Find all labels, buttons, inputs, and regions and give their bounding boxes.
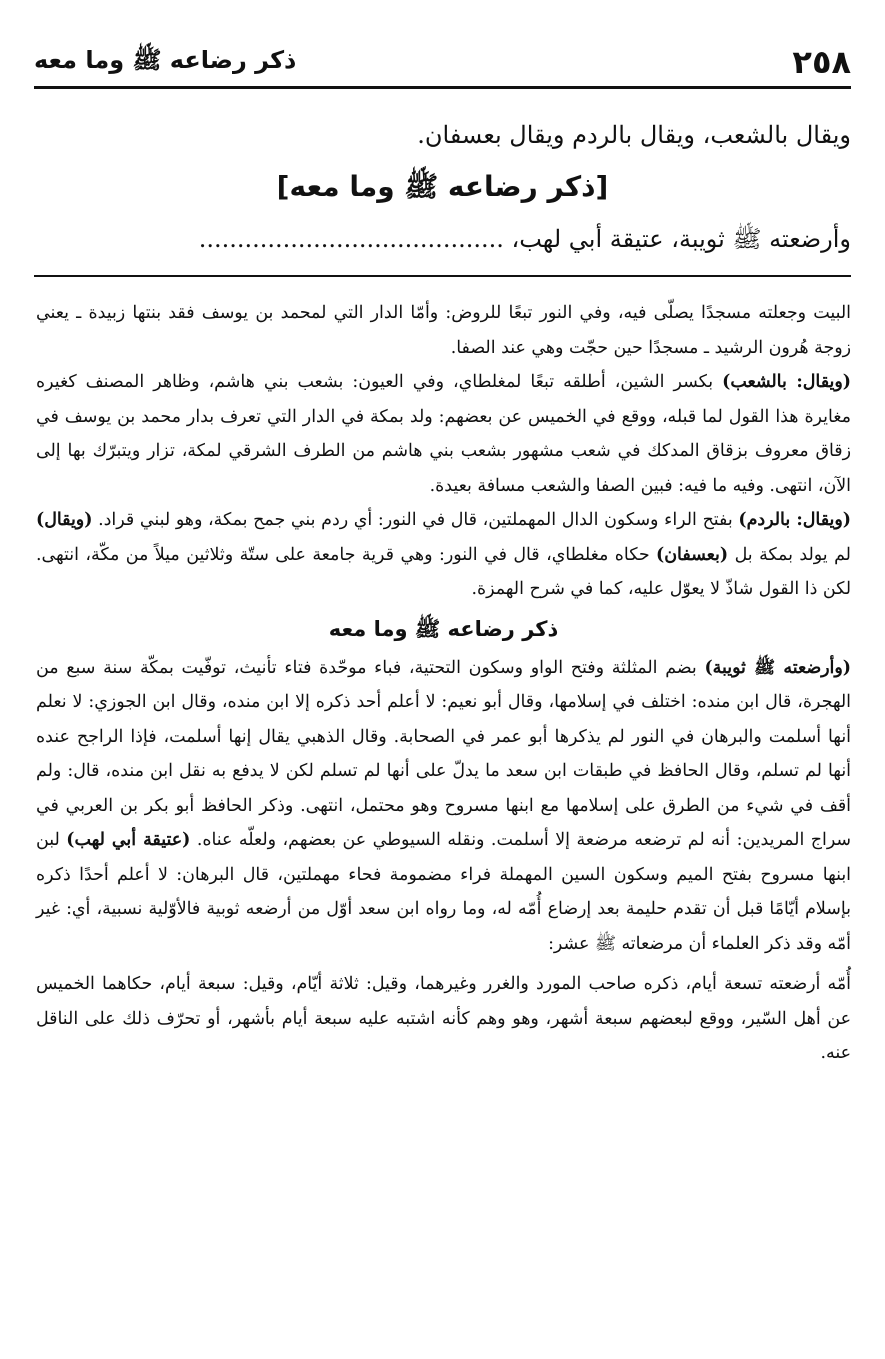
page-number: ٢٥٨ (792, 43, 851, 81)
commentary-text: بكسر الشين، أطلقه تبعًا لمغلطاي، وفي العيون: بشعب بني هاشم، وظاهر المصنف كغيره مغايرة هذا القول لما قبله، ووقع في الخميس عن بعضهم: ولد بمكة في الدار التي تعرف بدار محمد بن يوسف في زقاق معروف بزقاق المدكك في شعب مشهور بشعب بني هاشم من الطرف الشرقي لمكة، تزار ويتبرّك بها إلى الآن، انتهى. وفيه ما فيه: فبين الصفا والشعب مسافة بعيدة. (36, 372, 851, 496)
commentary-paragraph (36, 365, 851, 503)
commentary-paragraph: أُمّه أرضعته تسعة أيام، ذكره صاحب المورد والغرر وغيرهما، وقيل: ثلاثة أيّام، وقيل: سبعة أيام، حكاهما الخميس عن أهل السّير، ووقع لبعضهم سبعة أشهر، وهو وهم كأنه اشتبه عليه سبعة أيام بأشهر، أو تحرّف ذلك على الناقل عنه. (36, 974, 851, 1063)
quoted-lemma: (وأرضعته ﷺ ثويبة) (704, 657, 852, 678)
page-header (34, 38, 851, 89)
quoted-lemma: (ويقال: بالردم) (738, 510, 851, 530)
quoted-lemma: (ويقال) (36, 510, 93, 530)
running-title: ذكر رضاعه ﷺ وما معه (34, 45, 297, 74)
commentary-paragraph: البيت وجعلته مسجدًا يصلّى فيه، وفي النور تبعًا للروض: وأمّا الدار التي لمحمد بن يوسف فقد بنتها زبيدة ـ يعني زوجة هُرون الرشيد ـ مسجدًا حين حجّت وهي عند الصفا. (36, 303, 851, 358)
commentary-paragraph (36, 651, 851, 962)
commentary (36, 296, 851, 1071)
main-section-heading: [ذكر رضاعه ﷺ وما معه] (276, 170, 609, 203)
main-text-line: ويقال بالشعب، ويقال بالردم ويقال بعسفان. (417, 121, 851, 149)
quoted-lemma: (بعسفان) (656, 544, 729, 565)
commentary-section-heading: ذكر رضاعه ﷺ وما معه (328, 616, 559, 641)
commentary-text: لبن ابنها مسروح بفتح الميم وسكون السين المهملة فراء مضمومة فحاء مهملتين، قال البرهان: لا أعلم أحدًا ذكره بإسلام أيّامًا قبل أن تقدم حليمة بعد إرضاع أُمّه له، وما رواه ابن سعد أوّل من أرضعه ثوبية فالأوّلية نسبية، أي: غير أمّه وقد ذكر العلماء أن مرضعاته ﷺ عشر: (36, 830, 851, 954)
footnote-divider (34, 275, 851, 277)
commentary-text: بفتح الراء وسكون الدال المهملتين، قال في النور: أي ردم بني جمح بمكة، وهو لبني قراد. (92, 510, 739, 530)
continuation-dots: ........................................ (198, 225, 504, 253)
main-text-line (34, 214, 851, 264)
main-text (34, 110, 851, 264)
quoted-lemma: (ويقال: بالشعب) (722, 372, 851, 392)
commentary-text: حكاه مغلطاي، قال في النور: وهي قرية جامعة على ستّة وثلاثين ميلاً من مكّة، انتهى. لكن ذا القول شاذّ لا يعوّل عليه، كما في شرح الهمزة. (36, 544, 851, 599)
commentary-text: لم يولد بمكة بل (728, 544, 851, 565)
commentary-text: بضم المثلثة وفتح الواو وسكون التحتية، فباء موحّدة فتاء تأنيث، توفّيت بمكّة سنة سبع من الهجرة، قال ابن منده: اختلف في إسلامها، وقال أبو نعيم: لا أعلم أحد ذكره إلا ابن منده، وقال ابن الجوزي: لا نعلم أنها أسلمت والبرهان في النور لم يذكرها أبو عمر في الصحابة. وقال الذهبي يقال إنها أسلمت، فإذا الراجح عنده أنها لم تسلم، وقال الحافظ في طبقات ابن سعد ما يدلّ على أنها لم تسلم لكن لا يدفع به نقل ابن منده، قال: ولم أقف في شيء من الطرق على إسلامها مع ابنها مسروح وهو محتمل، انتهى. وذكر الحافظ أبو بكر بن العربي في سراج المريدين: أنه لم ترضعه مرضعة إلا أسلمت. ونقله السيوطي عن بعضهم، ولعلّه عناه. (36, 657, 851, 850)
quoted-lemma: (عتيقة أبي لهب) (66, 830, 191, 850)
commentary-paragraph (36, 503, 851, 607)
main-text-sentence: وأرضعته ﷺ ثويبة، عتيقة أبي لهب، (511, 225, 851, 253)
